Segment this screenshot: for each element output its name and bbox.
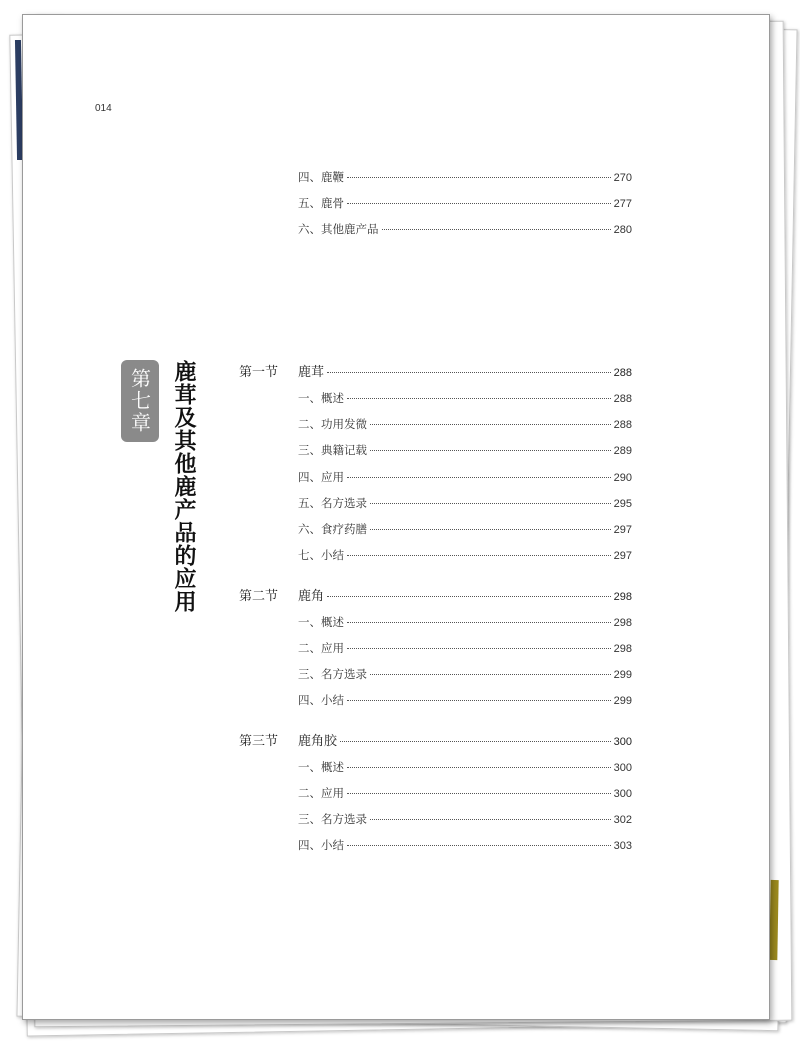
entry-label: 一、概述 bbox=[298, 391, 344, 405]
cover-edge bbox=[769, 880, 778, 960]
dot-leader bbox=[347, 793, 611, 794]
toc-entry[interactable] bbox=[298, 837, 632, 853]
section-entry[interactable] bbox=[298, 585, 632, 604]
chapter-title: 鹿茸及其他鹿产品的应用 bbox=[171, 360, 197, 613]
entry-page: 270 bbox=[613, 172, 632, 184]
entry-page: 300 bbox=[613, 788, 632, 800]
dot-leader bbox=[347, 700, 611, 701]
entry-page: 289 bbox=[613, 445, 632, 457]
entry-page: 299 bbox=[613, 669, 632, 681]
dot-leader bbox=[370, 450, 611, 451]
section-number: 第二节 bbox=[239, 589, 279, 604]
entry-page: 302 bbox=[613, 814, 632, 826]
entry-label: 六、食疗药膳 bbox=[298, 522, 367, 536]
toc-entry[interactable] bbox=[298, 759, 632, 775]
entry-page: 290 bbox=[613, 472, 632, 484]
page-number: 014 bbox=[95, 103, 112, 114]
entry-page: 298 bbox=[613, 591, 632, 603]
toc-entry[interactable] bbox=[298, 692, 632, 708]
entry-page: 297 bbox=[613, 524, 632, 536]
dot-leader bbox=[370, 503, 611, 504]
entry-label: 一、概述 bbox=[298, 760, 344, 774]
toc-page bbox=[22, 14, 770, 1020]
dot-leader bbox=[370, 424, 611, 425]
toc-entry[interactable] bbox=[298, 666, 632, 682]
entry-page: 295 bbox=[613, 498, 632, 510]
toc-entry[interactable] bbox=[298, 785, 632, 801]
dot-leader bbox=[347, 648, 611, 649]
dot-leader bbox=[327, 596, 611, 597]
toc-entry[interactable] bbox=[298, 169, 632, 185]
entry-label: 五、鹿骨 bbox=[298, 196, 344, 210]
dot-leader bbox=[382, 229, 611, 230]
entry-page: 288 bbox=[613, 367, 632, 379]
entry-label: 鹿角 bbox=[298, 589, 325, 604]
toc-entry[interactable] bbox=[298, 640, 632, 656]
entry-label: 六、其他鹿产品 bbox=[298, 222, 379, 236]
entry-page: 300 bbox=[613, 736, 632, 748]
entry-label: 五、名方选录 bbox=[298, 496, 367, 510]
toc-entry[interactable] bbox=[298, 416, 632, 432]
entry-label: 二、应用 bbox=[298, 786, 344, 800]
entry-label: 二、应用 bbox=[298, 641, 344, 655]
dot-leader bbox=[347, 398, 611, 399]
entry-label: 三、名方选录 bbox=[298, 667, 367, 681]
entry-page: 299 bbox=[613, 695, 632, 707]
toc-entry[interactable] bbox=[298, 390, 632, 406]
entry-label: 四、小结 bbox=[298, 693, 344, 707]
toc-entry[interactable] bbox=[298, 521, 632, 537]
toc-entry[interactable] bbox=[298, 442, 632, 458]
dot-leader bbox=[327, 372, 611, 373]
entry-label: 一、概述 bbox=[298, 615, 344, 629]
entry-label: 四、鹿鞭 bbox=[298, 170, 344, 184]
section-number: 第一节 bbox=[239, 365, 279, 380]
entry-page: 288 bbox=[613, 393, 632, 405]
entry-label: 四、应用 bbox=[298, 470, 344, 484]
section-number: 第三节 bbox=[239, 734, 279, 749]
dot-leader bbox=[347, 203, 611, 204]
entry-page: 277 bbox=[613, 198, 632, 210]
dot-leader bbox=[370, 529, 611, 530]
entry-page: 297 bbox=[613, 550, 632, 562]
dot-leader bbox=[347, 622, 611, 623]
dot-leader bbox=[347, 845, 611, 846]
toc-entry[interactable] bbox=[298, 469, 632, 485]
entry-page: 298 bbox=[613, 643, 632, 655]
entry-page: 303 bbox=[613, 840, 632, 852]
entry-page: 288 bbox=[613, 419, 632, 431]
dot-leader bbox=[347, 477, 611, 478]
entry-label: 七、小结 bbox=[298, 548, 344, 562]
entry-page: 298 bbox=[613, 617, 632, 629]
entry-label: 二、功用发微 bbox=[298, 417, 367, 431]
dot-leader bbox=[347, 767, 611, 768]
entry-label: 三、名方选录 bbox=[298, 812, 367, 826]
entry-page: 300 bbox=[613, 762, 632, 774]
toc-entry[interactable] bbox=[298, 221, 632, 237]
toc-entry[interactable] bbox=[298, 495, 632, 511]
entry-page: 280 bbox=[613, 224, 632, 236]
toc-entry[interactable] bbox=[298, 195, 632, 211]
toc-entry[interactable] bbox=[298, 614, 632, 630]
dot-leader bbox=[347, 177, 611, 178]
entry-label: 三、典籍记载 bbox=[298, 443, 367, 457]
chapter-badge: 第七章 bbox=[121, 360, 159, 442]
dot-leader bbox=[370, 674, 611, 675]
dot-leader bbox=[370, 819, 611, 820]
section-entry[interactable] bbox=[298, 361, 632, 380]
entry-label: 鹿角胶 bbox=[298, 734, 338, 749]
entry-label: 四、小结 bbox=[298, 838, 344, 852]
toc-entry[interactable] bbox=[298, 547, 632, 563]
toc-entry[interactable] bbox=[298, 811, 632, 827]
dot-leader bbox=[347, 555, 611, 556]
section-entry[interactable] bbox=[298, 730, 632, 749]
dot-leader bbox=[340, 741, 611, 742]
entry-label: 鹿茸 bbox=[298, 365, 325, 380]
